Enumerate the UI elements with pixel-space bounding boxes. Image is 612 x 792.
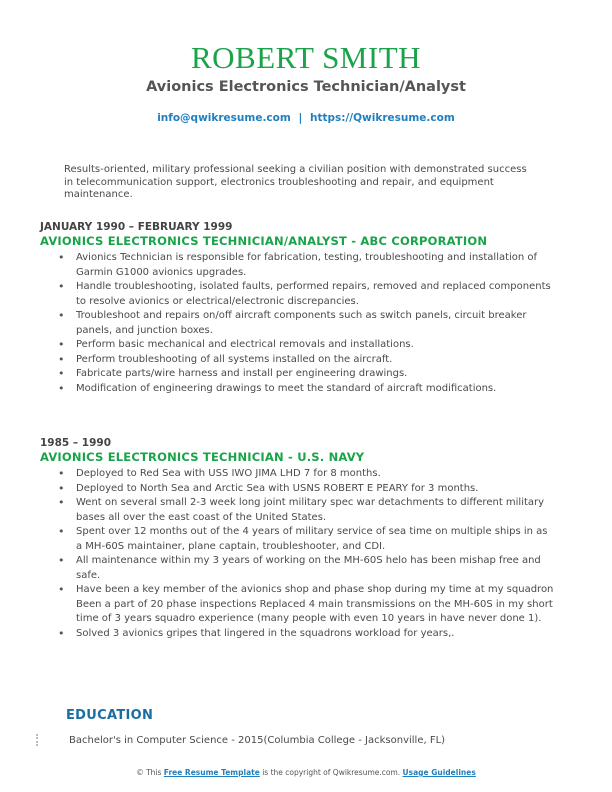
list-item: • Deployed to Red Sea with USS IWO JIMA LHD 7 for 8 months. — [76, 467, 556, 482]
list-item: • Spent over 12 months out of the 4 years of military service of sea time on multiple ships in as a MH-60S maintainer, plane captain, troubleshooter, and CDI. — [76, 525, 556, 554]
experience-entry-1 — [40, 221, 580, 396]
list-item: • All maintenance within my 3 years of working on the MH-60S helo has been mishap free and safe. — [76, 554, 556, 583]
footer-prefix: © This — [136, 768, 162, 777]
list-item: • Perform basic mechanical and electrical removals and installations. — [76, 338, 556, 353]
education-divider — [36, 734, 40, 746]
usage-guidelines-link[interactable]: Usage Guidelines — [402, 768, 476, 777]
footer-middle: is the copyright of Qwikresume.com. — [262, 768, 401, 777]
list-item: • Modification of engineering drawings to meet the standard of aircraft modifications. — [76, 382, 556, 397]
job-bullets — [40, 467, 556, 641]
job-title-headline: Avionics Electronics Technician/Analyst — [146, 79, 466, 95]
list-item: • Handle troubleshooting, isolated faults, performed repairs, removed and replaced components to resolve avionics or electrical/electronic discrepancies. — [76, 280, 556, 309]
list-item: • Avionics Technician is responsible for fabrication, testing, troubleshooting and installation of Garmin G1000 avionics upgrades. — [76, 251, 556, 280]
candidate-name: ROBERT SMITH — [190, 40, 422, 75]
list-item: • Went on several small 2-3 week long joint military spec war detachments to different military bases all over the east coast of the United States. — [76, 496, 556, 525]
list-item: • Solved 3 avionics gripes that lingered in the squadrons workload for years,. — [76, 627, 556, 642]
list-item: • Fabricate parts/wire harness and install per engineering drawings. — [76, 367, 556, 382]
contact-separator: | — [298, 112, 303, 124]
list-item: • Deployed to North Sea and Arctic Sea with USNS ROBERT E PEARY for 3 months. — [76, 482, 556, 497]
education-heading: EDUCATION — [66, 708, 154, 723]
job-dates: 1985 – 1990 — [40, 437, 112, 449]
job-dates: JANUARY 1990 – FEBRUARY 1999 — [40, 221, 233, 233]
list-item: • Have been a key member of the avionics shop and phase shop during my time at my squadron Been a part of 20 phase inspections Replaced 4 main transmissions on the MH-60S in my short time of 3 years squadro experience (many people with even 10 years in have never done 1). — [76, 583, 556, 627]
website-link[interactable]: https://Qwikresume.com — [309, 112, 455, 124]
list-item: • Perform troubleshooting of all systems installed on the aircraft. — [76, 353, 556, 368]
job-title: AVIONICS ELECTRONICS TECHNICIAN/ANALYST - ABC CORPORATION — [40, 234, 488, 248]
copyright-footer — [0, 768, 612, 778]
education-entry: Bachelor's in Computer Science - 2015(Columbia College - Jacksonville, FL) — [69, 735, 446, 746]
list-item: • Troubleshoot and repairs on/off aircraft components such as switch panels, circuit breaker panels, and junction boxes. — [76, 309, 556, 338]
job-bullets — [40, 251, 556, 396]
experience-entry-2 — [40, 437, 580, 641]
summary-paragraph: Results-oriented, military professional seeking a civilian position with demonstrated success in telecommunication support, electronics troubleshooting and repair, and equipment maintenance. — [64, 164, 527, 200]
job-title: AVIONICS ELECTRONICS TECHNICIAN - U.S. NAVY — [40, 450, 365, 464]
free-resume-template-link[interactable]: Free Resume Template — [163, 768, 260, 777]
email-link[interactable]: info@qwikresume.com — [157, 112, 291, 124]
contact-line — [0, 111, 612, 125]
